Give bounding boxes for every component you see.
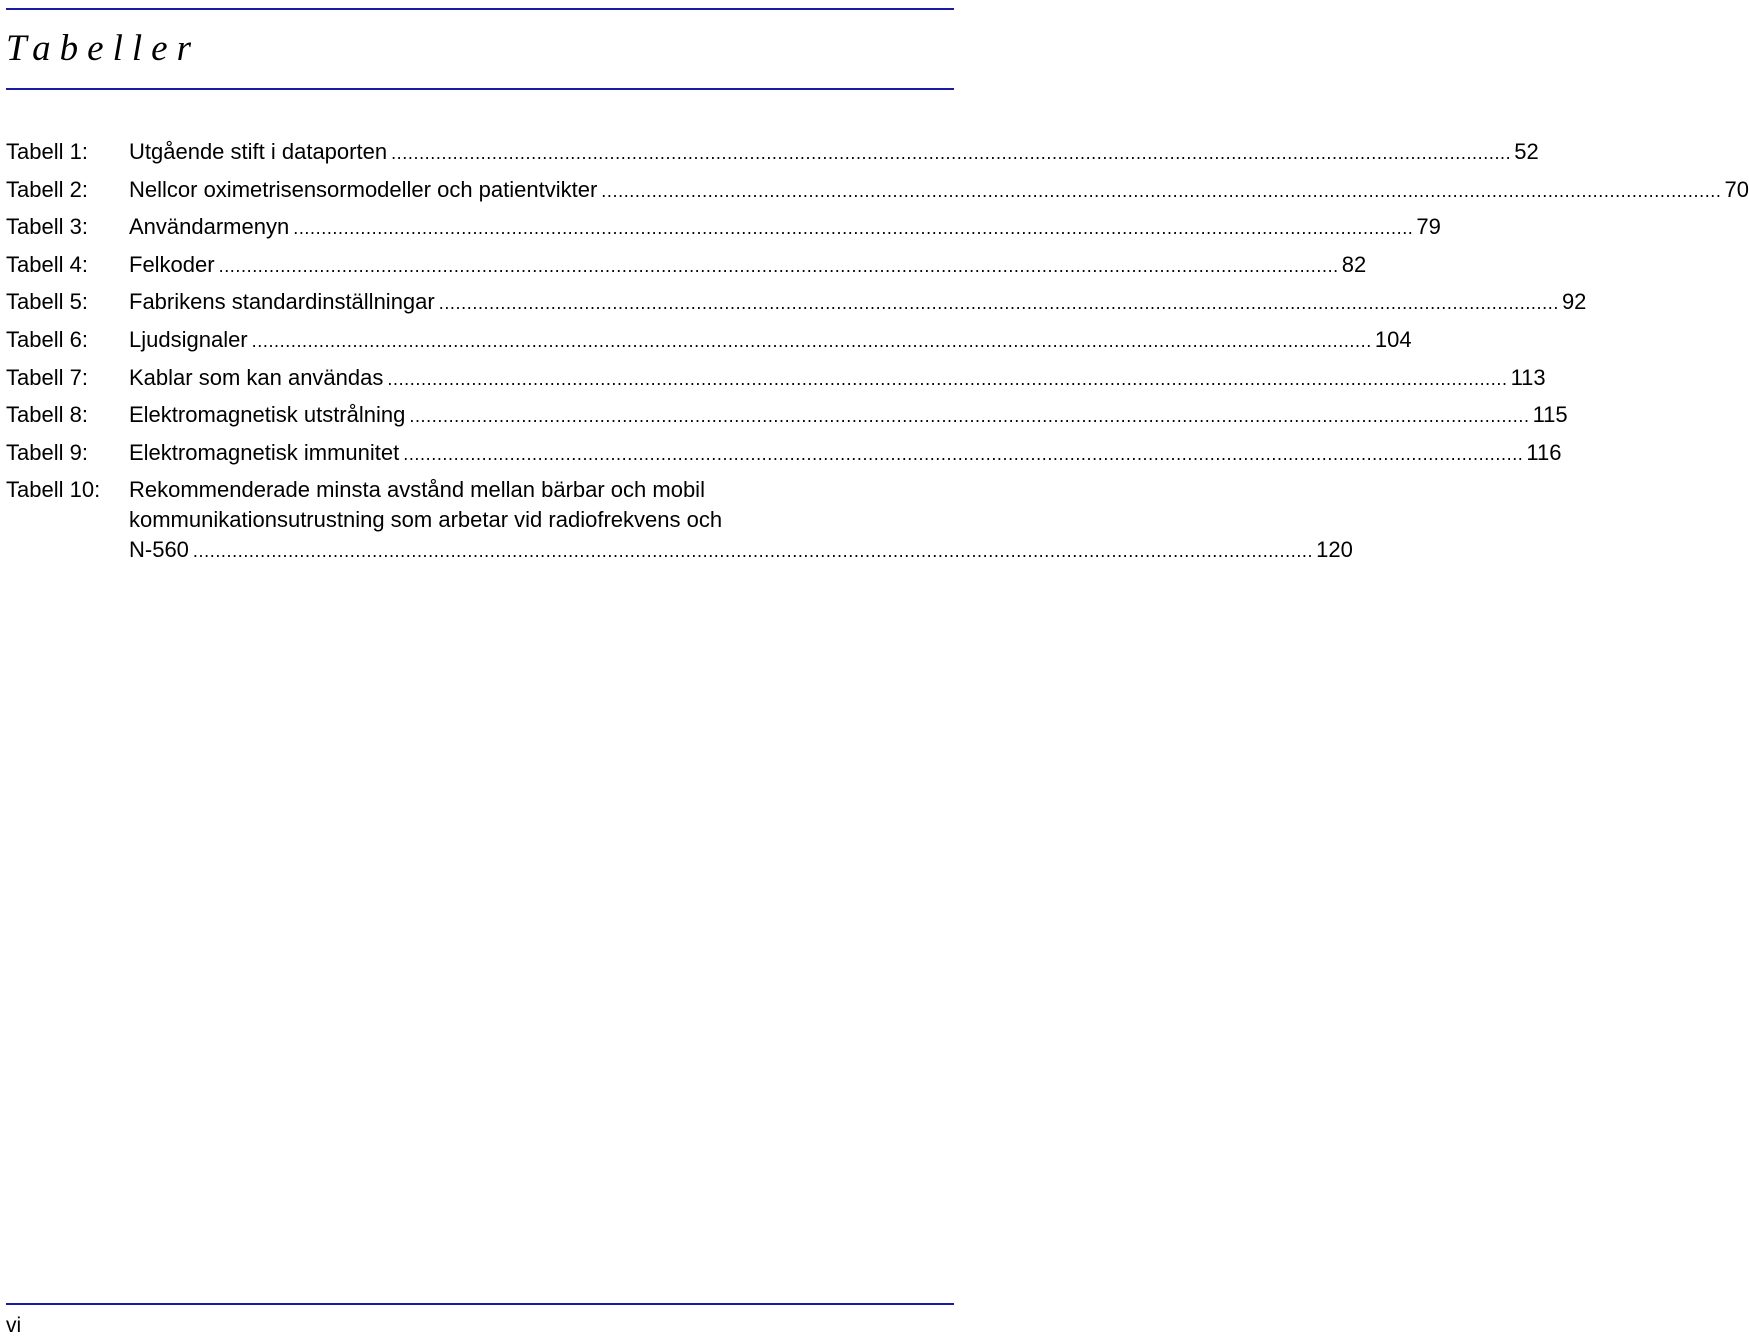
entry-title: Utgående stift i dataporten [129,139,388,164]
entry-title-line-2: kommunikationsutrustning som arbetar vid radiofrekvens och [129,507,723,533]
entry-title: Nellcor oximetrisensormodeller och patientvikter [129,176,598,202]
table-list [6,137,1749,573]
toc-entry-tabell-9[interactable] [6,438,1562,469]
entry-title: Fabrikens standardinställningar [129,289,435,315]
toc-entry-tabell-4[interactable] [6,250,1367,281]
toc-entry-tabell-2[interactable] [6,175,1749,206]
footer-rule [6,1303,954,1305]
entry-page-number: 113 [1510,364,1546,390]
dot-leader: ........................................................................................................................................................................................................ [391,143,1512,163]
entry-label: Tabell 10: [6,477,101,503]
dot-leader: ........................................................................................................................................................................................................ [192,541,1314,562]
entry-page-number: 116 [1526,439,1562,465]
toc-entry-tabell-10[interactable] [6,475,1353,566]
entry-page-number: 52 [1514,139,1539,164]
entry-label: Tabell 3: [6,214,88,240]
entry-label: Tabell 8: [6,402,88,428]
entry-label: Tabell 5: [6,289,88,315]
entry-label: Tabell 6: [6,326,88,352]
entry-title: Ljudsignaler [129,326,248,352]
page-title: Tabeller [6,28,200,69]
toc-entry-tabell-3[interactable] [6,212,1441,243]
dot-leader: ........................................................................................................................................................................................................ [601,180,1722,201]
entry-page-number: 104 [1374,326,1412,352]
entry-title-line-3: N-560 [129,537,189,563]
title-rule [6,88,954,90]
toc-entry-tabell-5[interactable] [6,287,1587,318]
entry-title-line-1: Rekommenderade minsta avstånd mellan bärbar och mobil [129,477,705,503]
dot-leader: ........................................................................................................................................................................................................ [218,255,1339,276]
footer-page-number: vi [6,1314,22,1337]
dot-leader: ........................................................................................................................................................................................................ [403,443,1524,464]
entry-title: Kablar som kan användas [129,364,384,390]
toc-entry-tabell-7[interactable] [6,363,1546,394]
entry-label: Tabell 2: [6,176,88,202]
entry-label: Tabell 9: [6,439,88,465]
top-rule [6,8,954,10]
dot-leader: ........................................................................................................................................................................................................ [293,218,1414,239]
dot-leader: ........................................................................................................................................................................................................ [251,330,1372,351]
entry-page-number: 92 [1561,289,1587,315]
entry-page-number: 70 [1724,176,1749,202]
entry-label: Tabell 1: [6,139,88,164]
entry-page-number: 79 [1416,214,1441,240]
entry-page-number: 82 [1341,251,1367,277]
entry-title: Felkoder [129,251,215,277]
toc-entry-tabell-6[interactable] [6,325,1412,356]
entry-label: Tabell 4: [6,251,88,277]
dot-leader: ........................................................................................................................................................................................................ [409,406,1530,427]
toc-entry-tabell-1[interactable] [6,137,1539,168]
entry-title: Elektromagnetisk immunitet [129,439,400,465]
toc-entry-tabell-8[interactable] [6,400,1568,431]
dot-leader: ........................................................................................................................................................................................................ [438,293,1559,314]
entry-page-number: 120 [1316,537,1353,563]
entry-label: Tabell 7: [6,364,88,390]
entry-title: Elektromagnetisk utstrålning [129,402,406,428]
dot-leader: ........................................................................................................................................................................................................ [387,368,1508,389]
entry-page-number: 115 [1532,402,1568,428]
entry-title: Användarmenyn [129,214,290,240]
